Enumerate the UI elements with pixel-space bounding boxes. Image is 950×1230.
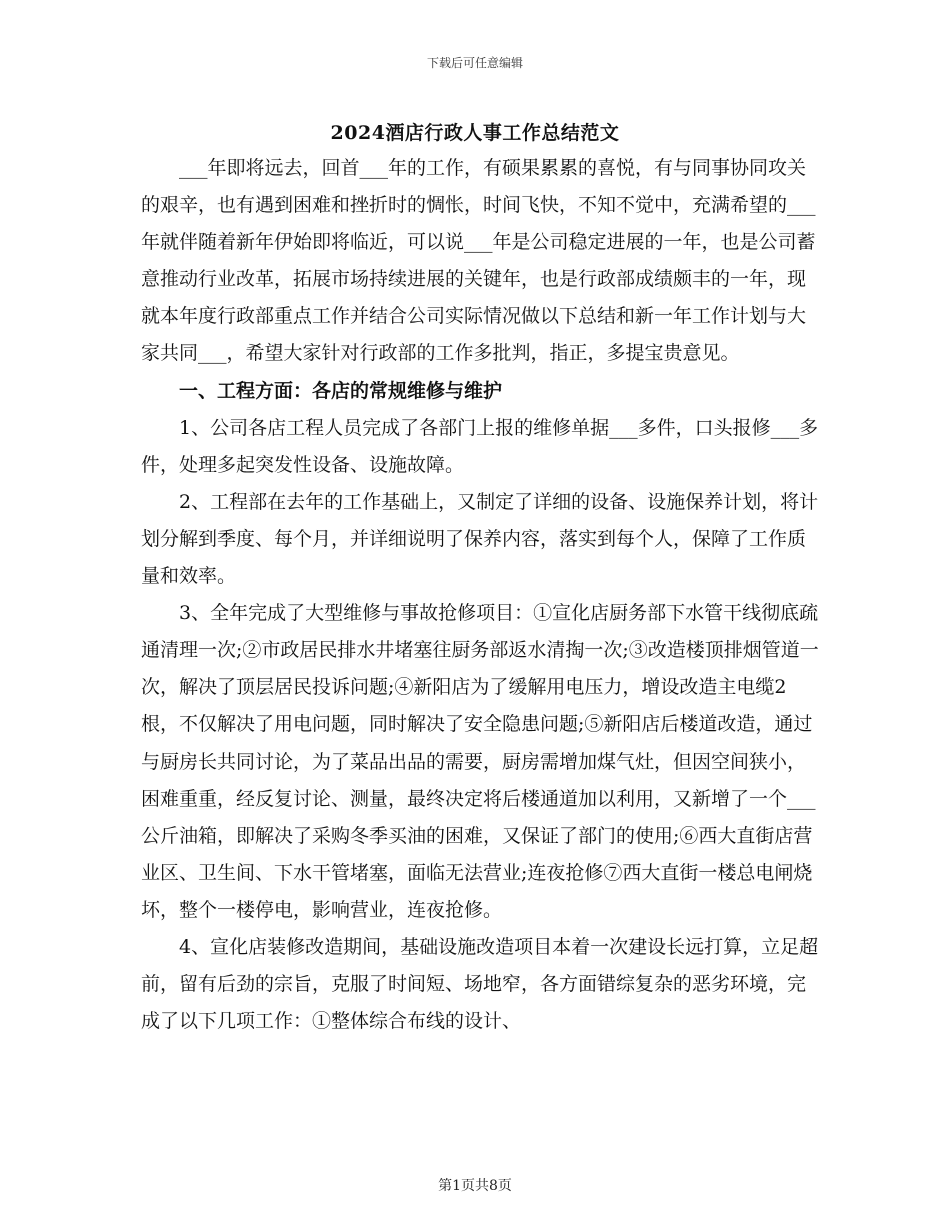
paragraph-item-4: 4、宣化店装修改造期间，基础设施改造项目本着一次建设长远打算，立足超前，留有后劲的宗旨，克服了时间短、场地窄，各方面错综复杂的恶劣环境，完成了以下几项工作：①整体综合布线的设计、 [141, 935, 819, 1033]
page-footer: 第1页共8页 [438, 1178, 512, 1194]
paragraph-item-2: 2、工程部在去年的工作基础上，又制定了详细的设备、设施保养计划，将计划分解到季度、每个月，并详细说明了保养内容，落实到每个人，保障了工作质量和效率。 [141, 490, 819, 588]
section-heading-engineering: 一、工程方面：各店的常规维修与维护 [179, 379, 503, 402]
paragraph-intro: ___年即将远去，回首___年的工作，有硕果累累的喜悦，有与同事协同攻关的艰辛，也有遇到困难和挫折时的惆怅，时间飞快，不知不觉中，充满希望的___年就伴随着新年伊始即将临近，可以说___年是公司稳定进展的一年，也是公司蓄意推动行业改革，拓展市场持续进展的关键年，也是行政部成绩颇丰的一年，现就本年度行政部重点工作并结合公司实际情况做以下总结和新一年工作计划与大家共同___，希望大家针对行政部的工作多批判，指正，多提宝贵意见。 [141, 157, 816, 365]
paragraph-item-1: 1、公司各店工程人员完成了各部门上报的维修单据___多件，口头报修___多件，处理多起突发性设备、设施故障。 [141, 416, 819, 476]
document-body [141, 150, 821, 1040]
paragraph-item-3: 3、全年完成了大型维修与事故抢修项目：①宣化店厨务部下水管干线彻底疏通清理一次;②市政居民排水井堵塞往厨务部返水清掏一次;③改造楼顶排烟管道一次，解决了顶层居民投诉问题;④新阳店为了缓解用电压力，增设改造主电缆2根，不仅解决了用电问题，同时解决了安全隐患问题;⑤新阳店后楼道改造，通过与厨房长共同讨论，为了菜品出品的需要，厨房需增加煤气灶，但因空间狭小，困难重重，经反复讨论、测量，最终决定将后楼通道加以利用，又新增了一个___公斤油箱，即解决了采购冬季买油的困难，又保证了部门的使用;⑥西大直街店营业区、卫生间、下水干管堵塞，面临无法营业;连夜抢修⑦西大直街一楼总电闸烧坏，整个一楼停电，影响营业，连夜抢修。 [141, 602, 819, 921]
page-header: 下载后可任意编辑 [426, 56, 523, 70]
document-title: 2024酒店行政人事工作总结范文 [330, 122, 620, 144]
